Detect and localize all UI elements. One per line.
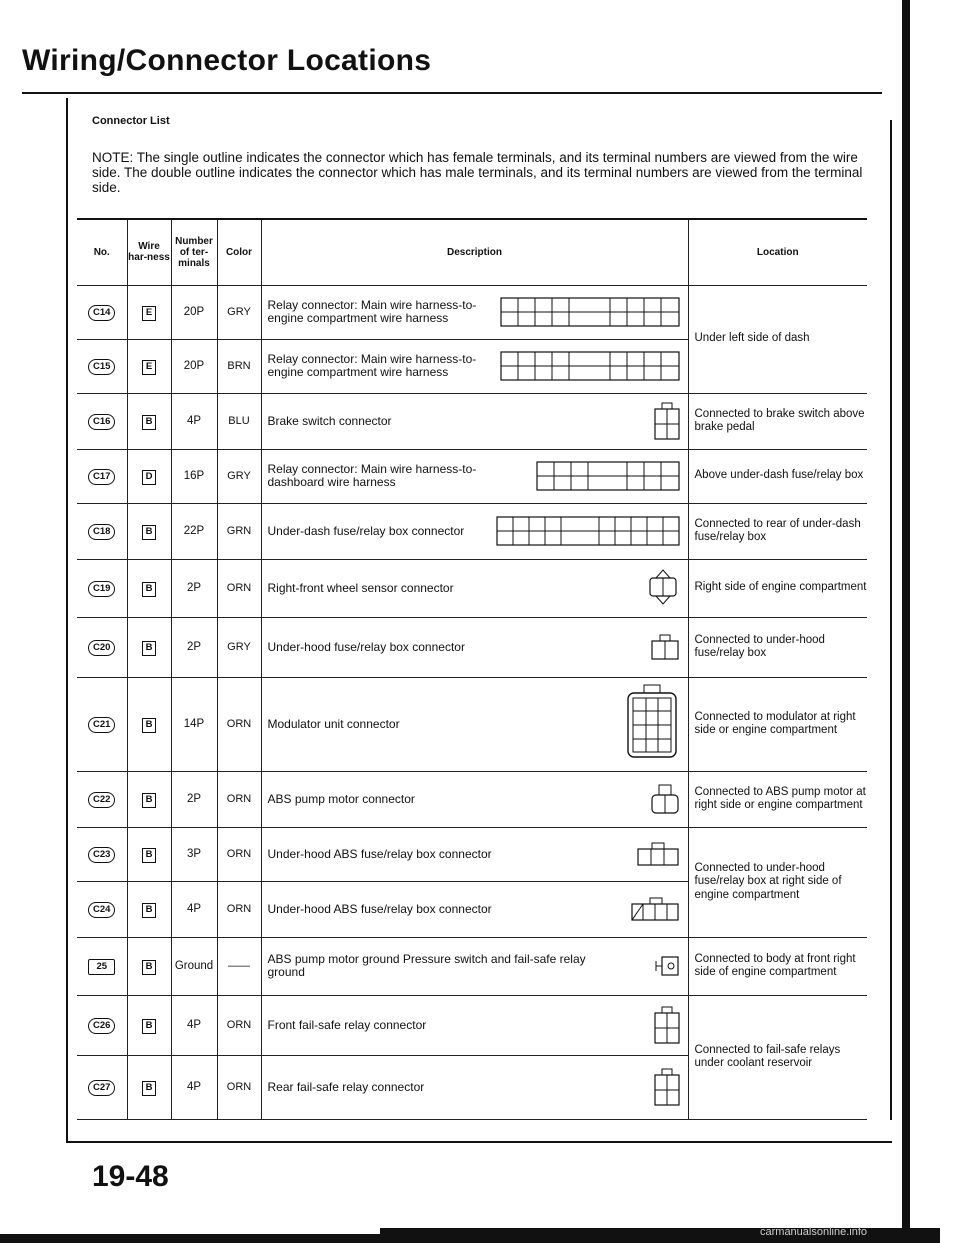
harness-code: B: [142, 960, 156, 975]
harness-code: B: [142, 1019, 156, 1034]
terminal-count: 22P: [171, 503, 217, 559]
harness-code: B: [142, 793, 156, 808]
connector-location: Under left side of dash: [688, 285, 867, 393]
table-row: [77, 995, 867, 1055]
connector-color: ORN: [217, 771, 261, 827]
connector-color: BLU: [217, 393, 261, 449]
connector-description: Front fail-safe relay connector: [267, 1017, 427, 1032]
table-row: [77, 617, 867, 677]
connector-list-title: Connector List: [92, 115, 170, 127]
terminal-count: 4P: [171, 393, 217, 449]
connector-number: C21: [88, 717, 115, 733]
connector-color: ORN: [217, 559, 261, 617]
connector-number: 25: [88, 959, 115, 975]
connector-color: GRY: [217, 617, 261, 677]
connector-description: Brake switch connector: [267, 413, 392, 428]
header-no: No.: [77, 219, 127, 285]
connector-description: Right-front wheel sensor connector: [267, 580, 454, 595]
table-row: [77, 771, 867, 827]
connector-diagram-icon: [496, 515, 680, 547]
connector-location: Connected to body at front right side of engine compartment: [688, 937, 867, 995]
connector-number: C19: [88, 581, 115, 597]
terminal-count: 2P: [171, 617, 217, 677]
connector-diagram-icon: [536, 460, 680, 492]
harness-code: B: [142, 848, 156, 863]
connector-description: Modulator unit connector: [267, 716, 400, 731]
harness-code: B: [142, 641, 156, 656]
table-row: [77, 285, 867, 339]
connector-color: BRN: [217, 339, 261, 393]
connector-location: Connected to fail-safe relays under coolant reservoir: [688, 995, 867, 1119]
page-number: 19-48: [92, 1160, 169, 1193]
connector-location: Right side of engine compartment: [688, 559, 867, 617]
connector-diagram-icon: [636, 841, 680, 867]
connector-number: C14: [88, 305, 115, 321]
connector-number: C23: [88, 847, 115, 863]
connector-diagram-icon: [624, 683, 680, 765]
connector-diagram-icon: [650, 633, 680, 661]
harness-code: E: [142, 306, 156, 321]
harness-code: B: [142, 415, 156, 430]
connector-number: C16: [88, 414, 115, 430]
table-row: [77, 449, 867, 503]
note-text: NOTE: The single outline indicates the connector which has female terminals, and its terminal numbers are viewed from the wire side. The double outline indicates the connector which has male terminals, and its terminal numbers are viewed from the terminal side.: [92, 150, 863, 195]
table-header-row: [77, 219, 867, 285]
harness-code: B: [142, 525, 156, 540]
connector-table: [77, 218, 867, 1120]
table-row: [77, 677, 867, 771]
terminal-count: 14P: [171, 677, 217, 771]
connector-description: Under-hood ABS fuse/relay box connector: [267, 846, 492, 861]
connector-color: ORN: [217, 1055, 261, 1119]
connector-diagram-icon: [630, 896, 680, 922]
table-row: [77, 559, 867, 617]
connector-diagram-icon: [646, 568, 680, 608]
table-row: [77, 503, 867, 559]
terminal-count: 20P: [171, 285, 217, 339]
connector-color: ORN: [217, 995, 261, 1055]
connector-description: ABS pump motor connector: [267, 791, 415, 806]
table-row: [77, 393, 867, 449]
terminal-count: 4P: [171, 881, 217, 937]
ground-terminal-icon: [654, 953, 680, 979]
terminal-count: 4P: [171, 1055, 217, 1119]
connector-description: ABS pump motor ground Pressure switch and fail-safe relay ground: [267, 952, 586, 979]
connector-location: Connected to rear of under-dash fuse/relay box: [688, 503, 867, 559]
connector-diagram-icon: [654, 401, 680, 441]
connector-diagram-icon: [500, 350, 680, 382]
harness-code: E: [142, 360, 156, 375]
connector-diagram-icon: [500, 296, 680, 328]
connector-color: GRY: [217, 449, 261, 503]
page-title: Wiring/Connector Locations: [22, 44, 432, 77]
connector-description: Relay connector: Main wire harness-to-engine compartment wire harness: [267, 298, 477, 325]
connector-description: Under-hood ABS fuse/relay box connector: [267, 901, 492, 916]
terminal-count: 3P: [171, 827, 217, 881]
terminal-count: 2P: [171, 771, 217, 827]
connector-color: ORN: [217, 677, 261, 771]
harness-code: B: [142, 903, 156, 918]
terminal-count: 4P: [171, 995, 217, 1055]
connector-color: GRN: [217, 503, 261, 559]
connector-color: GRY: [217, 285, 261, 339]
harness-code: B: [142, 582, 156, 597]
connector-diagram-icon: [654, 1067, 680, 1107]
connector-description: Relay connector: Main wire harness-to-dashboard wire harness: [267, 462, 477, 489]
connector-color: ORN: [217, 827, 261, 881]
connector-number: C22: [88, 792, 115, 808]
connector-description: Rear fail-safe relay connector: [267, 1079, 425, 1094]
connector-diagram-icon: [650, 783, 680, 815]
connector-number: C18: [88, 524, 115, 540]
connector-color: ——: [217, 937, 261, 995]
connector-description: Under-dash fuse/relay box connector: [267, 523, 465, 538]
header-wire-harness: Wire har-ness: [127, 219, 171, 285]
harness-code: B: [142, 718, 156, 733]
terminal-count: 2P: [171, 559, 217, 617]
connector-location: Connected to ABS pump motor at right side or engine compartment: [688, 771, 867, 827]
connector-description: Under-hood fuse/relay box connector: [267, 639, 465, 654]
watermark: carmanualsonline.info: [760, 1226, 868, 1238]
connector-number: C15: [88, 359, 115, 375]
header-location: Location: [688, 219, 867, 285]
harness-code: B: [142, 1081, 156, 1096]
title-rule: [22, 92, 882, 94]
terminal-count: 16P: [171, 449, 217, 503]
page-spine-bar: [902, 0, 910, 1243]
connector-number: C24: [88, 902, 115, 918]
connector-number: C20: [88, 640, 115, 656]
connector-number: C27: [88, 1080, 115, 1096]
connector-number: C17: [88, 469, 115, 485]
header-color: Color: [217, 219, 261, 285]
connector-description: Relay connector: Main wire harness-to-engine compartment wire harness: [267, 352, 477, 379]
header-description: Description: [261, 219, 688, 285]
terminal-count: 20P: [171, 339, 217, 393]
connector-number: C26: [88, 1018, 115, 1034]
connector-location: Connected to modulator at right side or engine compartment: [688, 677, 867, 771]
table-row: [77, 937, 867, 995]
table-row: [77, 827, 867, 881]
terminal-count: Ground: [171, 937, 217, 995]
connector-location: Above under-dash fuse/relay box: [688, 449, 867, 503]
connector-diagram-icon: [654, 1005, 680, 1045]
connector-location: Connected to brake switch above brake pedal: [688, 393, 867, 449]
connector-location: Connected to under-hood fuse/relay box: [688, 617, 867, 677]
header-terminals: Number of ter-minals: [171, 219, 217, 285]
connector-color: ORN: [217, 881, 261, 937]
connector-location: Connected to under-hood fuse/relay box at right side of engine compartment: [688, 827, 867, 937]
harness-code: D: [142, 470, 156, 485]
